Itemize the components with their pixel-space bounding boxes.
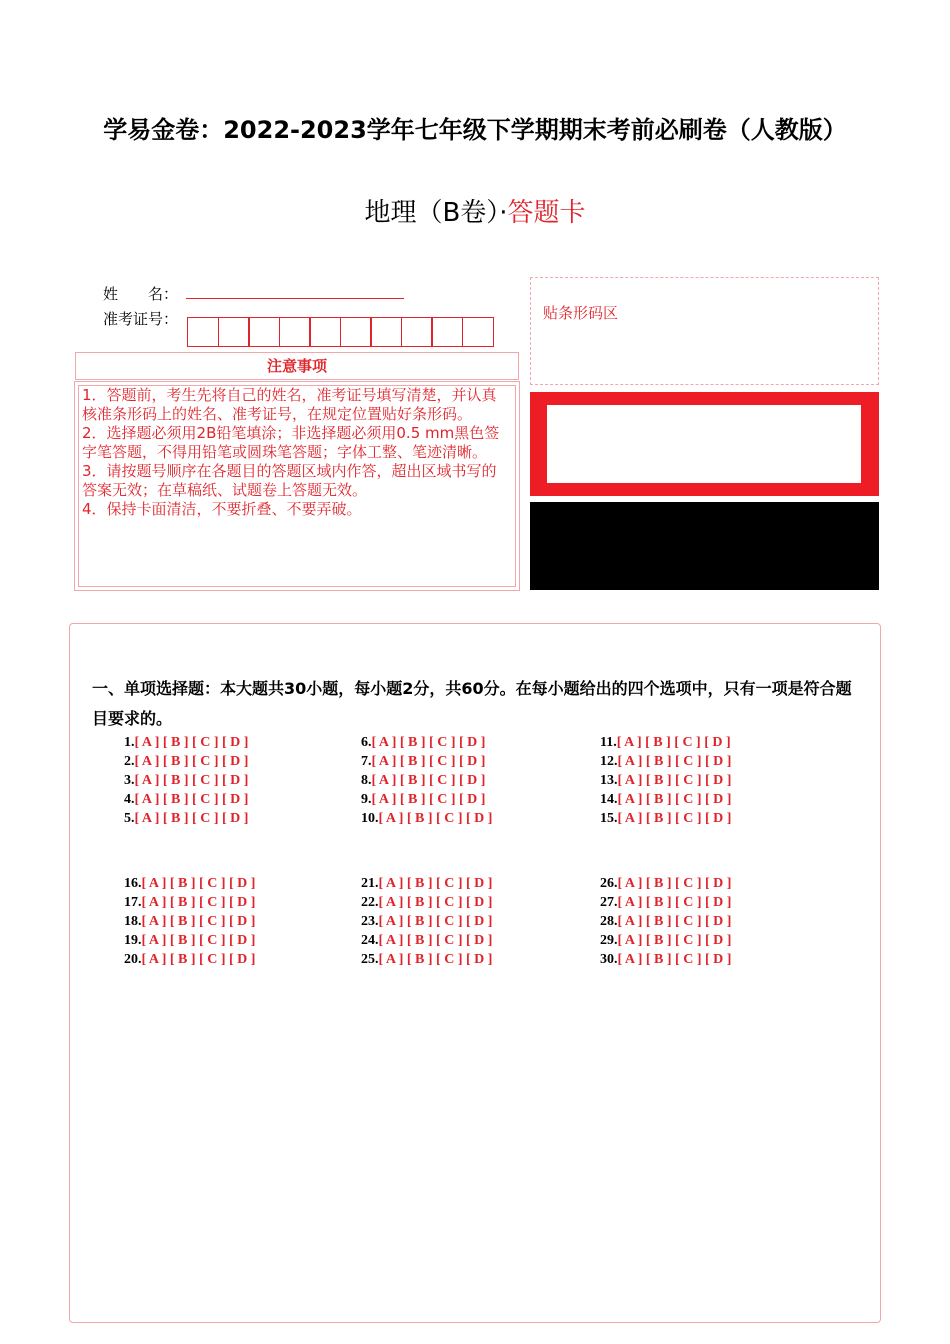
question-row[interactable] (361, 735, 485, 751)
question-number: 13. (600, 773, 618, 788)
question-number: 10. (361, 811, 379, 826)
answer-options[interactable]: [ A ] [ B ] [ C ] [ D ] (617, 811, 732, 826)
question-row[interactable] (124, 933, 255, 949)
question-row[interactable] (600, 933, 731, 949)
id-digit-box[interactable] (187, 317, 219, 347)
answer-options[interactable]: [ A ] [ B ] [ C ] [ D ] (371, 735, 486, 750)
answer-options[interactable]: [ A ] [ B ] [ C ] [ D ] (617, 792, 732, 807)
absent-mark-box (530, 392, 879, 496)
answer-options[interactable]: [ A ] [ B ] [ C ] [ D ] (378, 811, 493, 826)
question-row[interactable] (124, 952, 255, 968)
question-number: 30. (600, 952, 618, 967)
answer-options[interactable]: [ A ] [ B ] [ C ] [ D ] (378, 952, 493, 967)
question-number: 12. (600, 754, 618, 769)
question-number: 14. (600, 792, 618, 807)
answer-options[interactable]: [ A ] [ B ] [ C ] [ D ] (617, 876, 732, 891)
question-row[interactable] (124, 876, 255, 892)
question-number: 7. (361, 754, 372, 769)
answer-options[interactable]: [ A ] [ B ] [ C ] [ D ] (134, 773, 249, 788)
notice-heading: 注意事项 (75, 352, 519, 380)
notice-list (82, 386, 510, 519)
id-digit-box[interactable] (401, 317, 433, 347)
answer-options[interactable]: [ A ] [ B ] [ C ] [ D ] (371, 773, 486, 788)
answer-options[interactable]: [ A ] [ B ] [ C ] [ D ] (378, 933, 493, 948)
question-number: 1. (124, 735, 135, 750)
answer-options[interactable]: [ A ] [ B ] [ C ] [ D ] (617, 933, 732, 948)
question-number: 20. (124, 952, 142, 967)
question-number: 4. (124, 792, 135, 807)
question-number: 3. (124, 773, 135, 788)
barcode-area[interactable] (530, 277, 879, 385)
question-row[interactable] (361, 773, 485, 789)
answer-options[interactable]: [ A ] [ B ] [ C ] [ D ] (141, 895, 256, 910)
question-row[interactable] (124, 895, 255, 911)
id-label: 准考证号： (103, 310, 179, 328)
exam-id-boxes[interactable] (187, 317, 492, 347)
question-row[interactable] (600, 754, 731, 770)
question-row[interactable] (124, 811, 248, 827)
answer-options[interactable]: [ A ] [ B ] [ C ] [ D ] (134, 735, 249, 750)
page-subtitle (0, 192, 950, 229)
question-row[interactable] (361, 792, 485, 808)
id-digit-box[interactable] (431, 317, 463, 347)
answer-options[interactable]: [ A ] [ B ] [ C ] [ D ] (141, 933, 256, 948)
notice-item: 4．保持卡面清洁，不要折叠、不要弄破。 (82, 500, 362, 518)
id-digit-box[interactable] (218, 317, 250, 347)
section-heading: 一、单项选择题：本大题共30小题，每小题2分，共60分。在每小题给出的四个选项中，只有一项是符合题目要求的。 (92, 679, 852, 728)
answer-options[interactable]: [ A ] [ B ] [ C ] [ D ] (134, 811, 249, 826)
answer-options[interactable]: [ A ] [ B ] [ C ] [ D ] (617, 754, 732, 769)
answer-options[interactable]: [ A ] [ B ] [ C ] [ D ] (371, 754, 486, 769)
id-digit-box[interactable] (279, 317, 311, 347)
answer-options[interactable]: [ A ] [ B ] [ C ] [ D ] (134, 792, 249, 807)
answer-options[interactable]: [ A ] [ B ] [ C ] [ D ] (371, 792, 486, 807)
question-row[interactable] (124, 914, 255, 930)
question-row[interactable] (600, 876, 731, 892)
id-digit-box[interactable] (370, 317, 402, 347)
question-row[interactable] (361, 754, 485, 770)
question-row[interactable] (361, 914, 492, 930)
question-row[interactable] (600, 952, 731, 968)
question-row[interactable] (361, 933, 492, 949)
answer-options[interactable]: [ A ] [ B ] [ C ] [ D ] (378, 895, 493, 910)
question-number: 26. (600, 876, 618, 891)
question-number: 17. (124, 895, 142, 910)
question-row[interactable] (361, 952, 492, 968)
answer-options[interactable]: [ A ] [ B ] [ C ] [ D ] (616, 735, 731, 750)
question-row[interactable] (361, 895, 492, 911)
question-number: 19. (124, 933, 142, 948)
name-label: 姓 名： (103, 285, 179, 303)
notice-item: 2．选择题必须用2B铅笔填涂；非选择题必须用0.5 mm黑色签字笔答题，不得用铅笔或圆珠笔答题；字体工整、笔迹清晰。 (82, 424, 500, 461)
question-number: 11. (600, 735, 617, 750)
question-row[interactable] (124, 773, 248, 789)
id-digit-box[interactable] (309, 317, 341, 347)
answer-options[interactable]: [ A ] [ B ] [ C ] [ D ] (141, 952, 256, 967)
question-row[interactable] (600, 914, 731, 930)
question-row[interactable] (600, 735, 731, 751)
question-row[interactable] (361, 876, 492, 892)
answer-options[interactable]: [ A ] [ B ] [ C ] [ D ] (617, 914, 732, 929)
question-number: 6. (361, 735, 372, 750)
question-row[interactable] (600, 811, 731, 827)
black-block (530, 502, 879, 590)
question-number: 29. (600, 933, 618, 948)
question-number: 8. (361, 773, 372, 788)
name-field[interactable] (186, 297, 404, 299)
subtitle-subject: 地理（B卷）· (364, 198, 508, 228)
question-number: 28. (600, 914, 618, 929)
question-number: 27. (600, 895, 618, 910)
question-number: 25. (361, 952, 379, 967)
question-row[interactable] (600, 773, 731, 789)
question-row[interactable] (124, 792, 248, 808)
answer-options[interactable]: [ A ] [ B ] [ C ] [ D ] (617, 895, 732, 910)
page-title: 学易金卷：2022-2023学年七年级下学期期末考前必刷卷（人教版） (103, 116, 847, 144)
subtitle-answer-card: 答题卡 (507, 198, 586, 228)
notice-item: 3．请按题号顺序在各题目的答题区域内作答，超出区域书写的答案无效；在草稿纸、试题卷上答题无效。 (82, 462, 497, 499)
answer-options[interactable]: [ A ] [ B ] [ C ] [ D ] (141, 876, 256, 891)
question-number: 22. (361, 895, 379, 910)
answer-options[interactable]: [ A ] [ B ] [ C ] [ D ] (378, 876, 493, 891)
id-digit-box[interactable] (248, 317, 280, 347)
question-number: 5. (124, 811, 135, 826)
question-number: 18. (124, 914, 142, 929)
answer-options[interactable]: [ A ] [ B ] [ C ] [ D ] (134, 754, 249, 769)
answer-options[interactable]: [ A ] [ B ] [ C ] [ D ] (378, 914, 493, 929)
question-number: 9. (361, 792, 372, 807)
question-number: 23. (361, 914, 379, 929)
id-digit-box[interactable] (340, 317, 372, 347)
question-row[interactable] (124, 754, 248, 770)
question-row[interactable] (600, 792, 731, 808)
question-number: 15. (600, 811, 618, 826)
question-row[interactable] (600, 895, 731, 911)
id-digit-box[interactable] (462, 317, 494, 347)
question-row[interactable] (124, 735, 248, 751)
answer-options[interactable]: [ A ] [ B ] [ C ] [ D ] (617, 773, 732, 788)
question-number: 21. (361, 876, 379, 891)
question-row[interactable] (361, 811, 492, 827)
answer-options[interactable]: [ A ] [ B ] [ C ] [ D ] (141, 914, 256, 929)
question-number: 24. (361, 933, 379, 948)
barcode-label: 贴条形码区 (543, 304, 619, 322)
question-number: 2. (124, 754, 135, 769)
question-number: 16. (124, 876, 142, 891)
answer-options[interactable]: [ A ] [ B ] [ C ] [ D ] (617, 952, 732, 967)
notice-item: 1．答题前，考生先将自己的姓名，准考证号填写清楚，并认真核准条形码上的姓名、准考证号，在规定位置贴好条形码。 (82, 386, 497, 423)
